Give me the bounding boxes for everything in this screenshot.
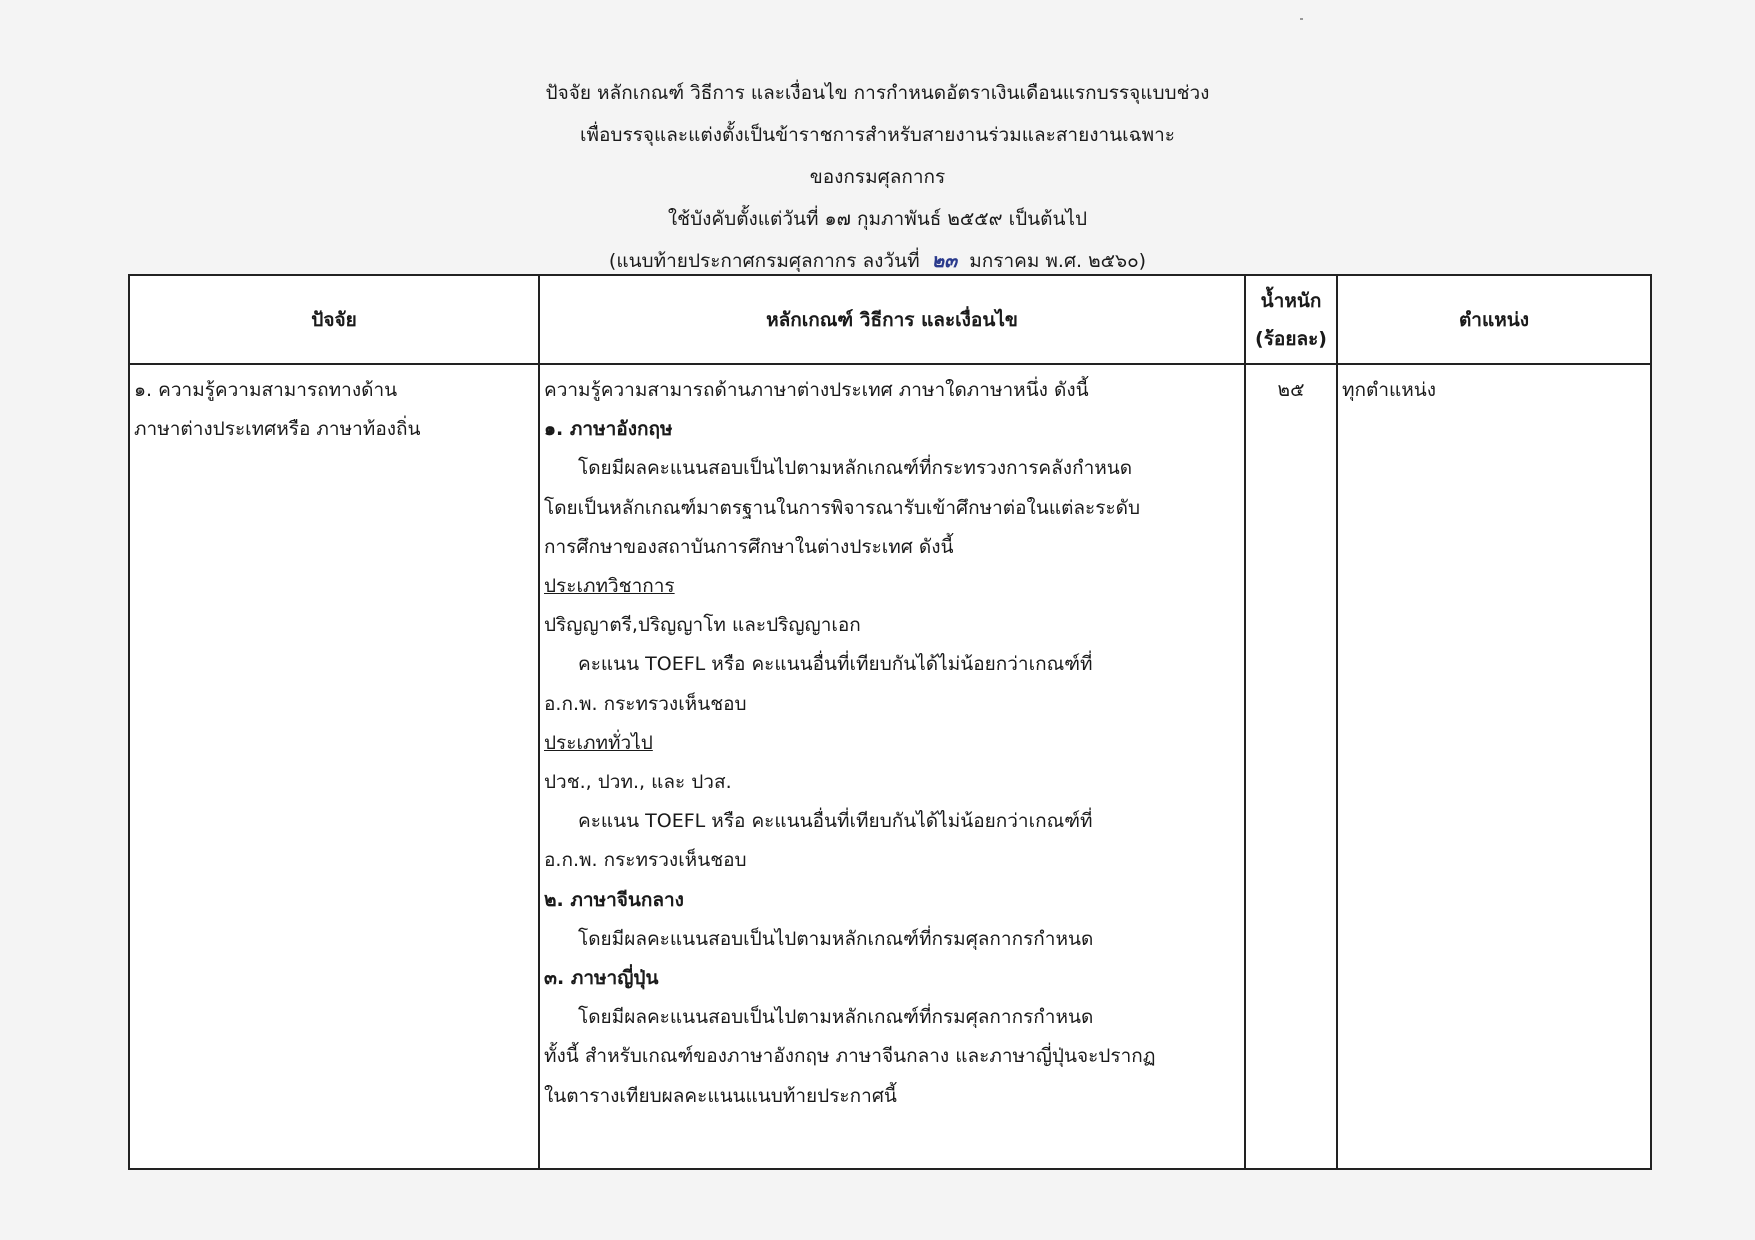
header-position: ตำแหน่ง	[1337, 275, 1651, 364]
academic-score-line2: อ.ก.พ. กระทรวงเห็นชอบ	[544, 692, 747, 715]
header-criteria: หลักเกณฑ์ วิธีการ และเงื่อนไข	[539, 275, 1245, 364]
header-factor: ปัจจัย	[129, 275, 539, 364]
attachment-note-prefix: (แนบท้ายประกาศกรมศุลกากร ลงวันที่	[608, 250, 920, 272]
general-heading: ประเภททั่วไป	[544, 731, 653, 754]
table-header-row	[129, 275, 1651, 364]
factor-line2: ภาษาต่างประเทศหรือ ภาษาท้องถิ่น	[134, 418, 421, 441]
attachment-note-suffix: มกราคม พ.ศ. ๒๕๖๐)	[969, 250, 1147, 272]
english-heading: ๑. ภาษาอังกฤษ	[544, 418, 673, 441]
closing-line1: ทั้งนี้ สำหรับเกณฑ์ของภาษาอังกฤษ ภาษาจีนกลาง และภาษาญี่ปุ่นจะปรากฏ	[544, 1045, 1156, 1068]
weight-cell: ๒๕	[1245, 364, 1337, 1169]
japanese-paragraph: โดยมีผลคะแนนสอบเป็นไปตามหลักเกณฑ์ที่กรมศุลกากรกำหนด	[578, 1006, 1094, 1029]
chinese-heading: ๒. ภาษาจีนกลาง	[544, 888, 684, 911]
academic-heading: ประเภทวิชาการ	[544, 575, 675, 598]
header-title-line2: เพื่อบรรจุและแต่งตั้งเป็นข้าราชการสำหรับสายงานร่วมและสายงานเฉพาะ	[579, 124, 1175, 146]
academic-score-line1: คะแนน TOEFL หรือ คะแนนอื่นที่เทียบกันได้ไม่น้อยกว่าเกณฑ์ที่	[578, 653, 1093, 676]
english-paragraph-line1: โดยมีผลคะแนนสอบเป็นไปตามหลักเกณฑ์ที่กระทรวงการคลังกำหนด	[578, 457, 1133, 480]
criteria-cell	[539, 364, 1245, 1169]
document-header	[0, 72, 1755, 282]
factor-cell	[129, 364, 539, 1169]
header-effective-date: ใช้บังคับตั้งแต่วันที่ ๑๗ กุมภาพันธ์ ๒๕๕๙ เป็นต้นไป	[667, 208, 1088, 230]
header-title-line3: ของกรมศุลกากร	[809, 166, 946, 188]
scan-speck	[1300, 18, 1303, 20]
general-score-line1: คะแนน TOEFL หรือ คะแนนอื่นที่เทียบกันได้ไม่น้อยกว่าเกณฑ์ที่	[578, 810, 1093, 833]
english-paragraph-line2: โดยเป็นหลักเกณฑ์มาตรฐานในการพิจารณารับเข้าศึกษาต่อในแต่ละระดับ	[544, 496, 1141, 519]
table-row	[129, 364, 1651, 1169]
english-paragraph-line3: การศึกษาของสถาบันการศึกษาในต่างประเทศ ดังนี้	[544, 535, 954, 558]
japanese-heading: ๓. ภาษาญี่ปุ่น	[544, 967, 659, 990]
criteria-intro: ความรู้ความสามารถด้านภาษาต่างประเทศ ภาษาใดภาษาหนึ่ง ดังนี้	[544, 379, 1089, 401]
handwritten-day: ๒๓	[931, 250, 958, 272]
header-weight-line1: น้ำหนัก	[1260, 289, 1322, 312]
closing-line2: ในตารางเทียบผลคะแนนแนบท้ายประกาศนี้	[544, 1084, 897, 1107]
general-degrees: ปวช., ปวท., และ ปวส.	[544, 771, 732, 794]
chinese-paragraph: โดยมีผลคะแนนสอบเป็นไปตามหลักเกณฑ์ที่กรมศุลกากรกำหนด	[578, 927, 1094, 950]
header-weight	[1245, 275, 1337, 364]
academic-degrees: ปริญญาตรี,ปริญญาโท และปริญญาเอก	[544, 614, 861, 637]
header-weight-line2: (ร้อยละ)	[1255, 327, 1327, 350]
header-title-line1: ปัจจัย หลักเกณฑ์ วิธีการ และเงื่อนไข การกำหนดอัตราเงินเดือนแรกบรรจุแบบช่วง	[545, 82, 1210, 104]
general-score-line2: อ.ก.พ. กระทรวงเห็นชอบ	[544, 849, 747, 872]
factor-line1: ๑. ความรู้ความสามารถทางด้าน	[134, 379, 398, 401]
criteria-table	[128, 274, 1652, 1170]
position-cell: ทุกตำแหน่ง	[1337, 364, 1651, 1169]
